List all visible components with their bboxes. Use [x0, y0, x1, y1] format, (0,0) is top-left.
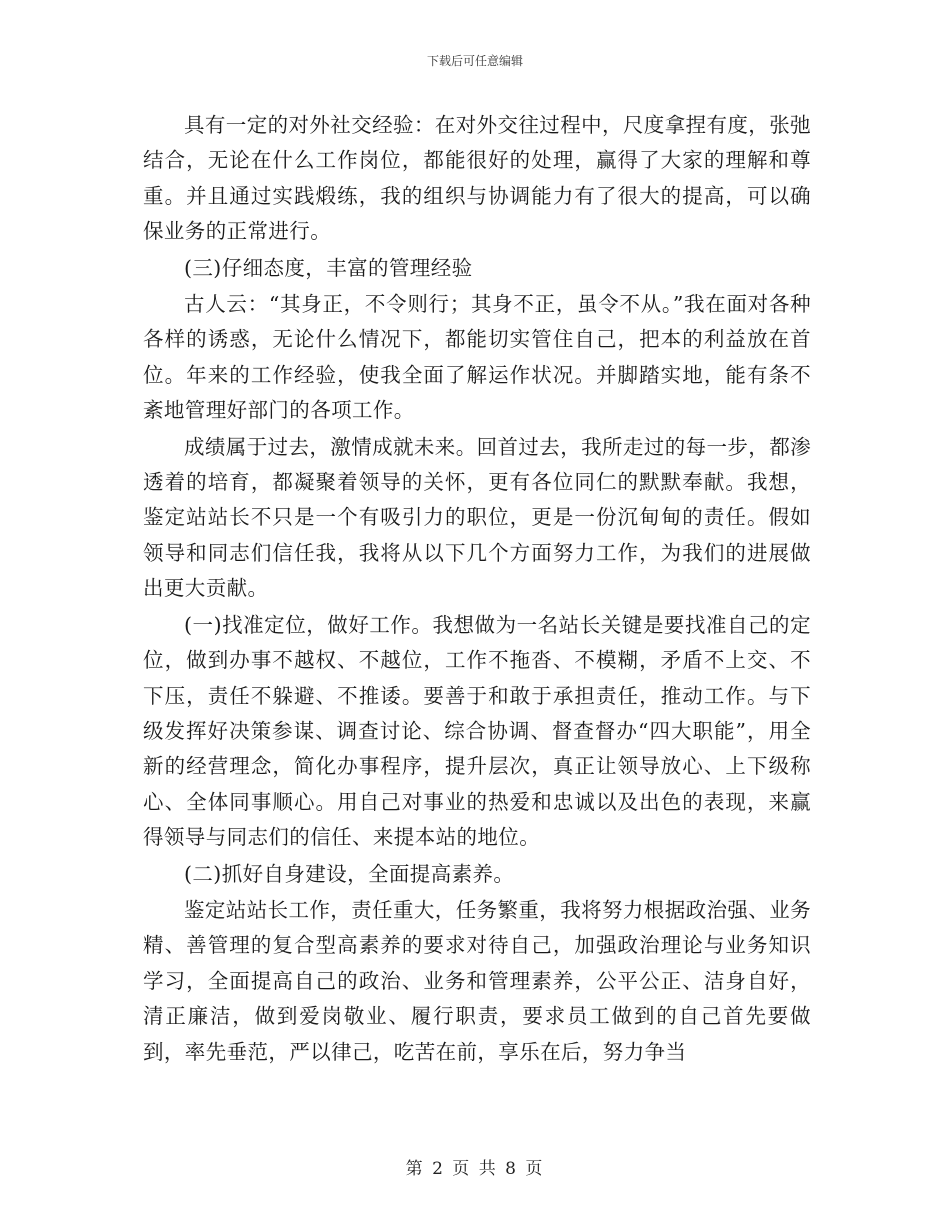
heading-self-construction: (二)抓好自身建设，全面提高素养。	[184, 861, 515, 886]
heading-section-three: (三)仔细态度，丰富的管理经验	[184, 255, 473, 280]
paragraph-social-experience: 具有一定的对外社交经验：在对外交往过程中，尺度拿捏有度，张弛结合，无论在什么工作岗位，都能很好的处理，赢得了大家的理解和尊重。并且通过实践煅练，我的组织与协调能力有了很大的提高，可以确保业务的正常进行。	[143, 113, 811, 244]
page-header: 下载后可任意编辑	[426, 54, 523, 68]
paragraph-station-work: 鉴定站站长工作，责任重大，任务繁重，我将努力根据政治强、业务精、善管理的复合型高素养的要求对待自己，加强政治理论与业务知识学习，全面提高自己的政治、业务和管理素养，公平公正、洁身自好，清正廉洁，做到爱岗敬业、履行职责，要求员工做到的自己首先要做到，率先垂范，严以律己，吃苦在前，享乐在后，努力争当	[143, 897, 811, 1064]
paragraph-ancient-saying: 古人云：“其身正，不令则行；其身不正，虽令不从。”我在面对各种各样的诱惑，无论什么情况下，都能切实管住自己，把本的利益放在首位。年来的工作经验，使我全面了解运作状况。并脚踏实地，能有条不紊地管理好部门的各项工作。	[143, 292, 811, 423]
document-body	[143, 108, 811, 1070]
paragraph-achievements: 成绩属于过去，激情成就未来。回首过去，我所走过的每一步，都渗透着的培育，都凝聚着领导的关怀，更有各位同仁的默默奉献。我想，鉴定站站长不只是一个有吸引力的职位，更是一份沉甸甸的责任。假如领导和同志们信任我，我将从以下几个方面努力工作，为我们的进展做出更大贡献。	[143, 434, 811, 601]
paragraph-positioning: (一)找准定位，做好工作。我想做为一名站长关键是要找准自己的定位，做到办事不越权、不越位，工作不拖沓、不模糊，矛盾不上交、不下压，责任不躲避、不推诿。要善于和敢于承担责任，推动工作。与下级发挥好决策参谋、调查讨论、综合协调、督查督办“四大职能”，用全新的经营理念，简化办事程序，提升层次，真正让领导放心、上下级称心、全体同事顺心。用自己对事业的热爱和忠诚以及出色的表现，来赢得领导与同志们的信任、来提本站的地位。	[143, 612, 811, 850]
page-footer: 第 2 页 共 8 页	[405, 1159, 545, 1179]
